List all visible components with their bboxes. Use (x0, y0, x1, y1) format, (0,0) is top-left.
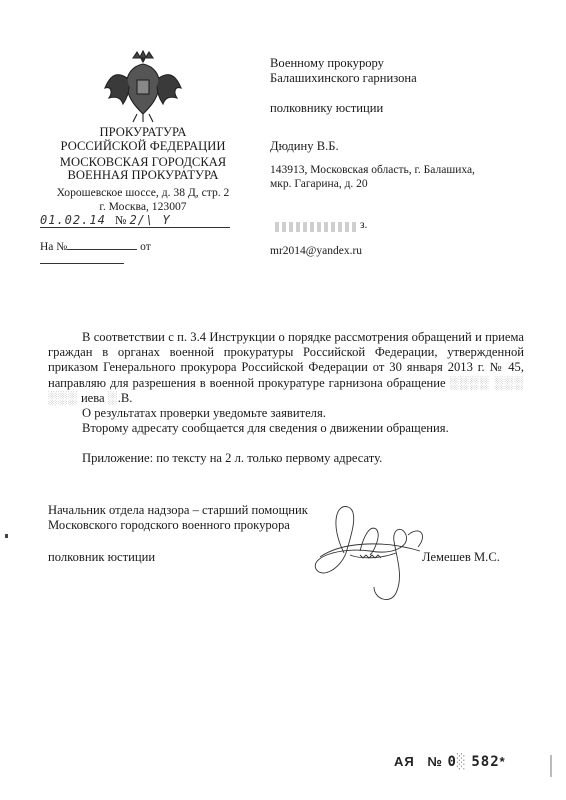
attachment-note: Приложение: по тексту на 2 л. только первому адресату. (82, 451, 383, 466)
sender-org-line: РОССИЙСКОЙ ФЕДЕРАЦИИ (60, 138, 226, 153)
recipient-address-line: 143913, Московская область, г. Балашиха, (270, 164, 475, 176)
serial-redacted: ░ (456, 754, 466, 770)
coat-of-arms-icon (103, 48, 183, 124)
serial-digit-visible: 0 (447, 754, 457, 770)
second-addressee-suffix: з. (360, 219, 368, 231)
handwritten-signature (300, 495, 450, 615)
registration-date: 01.02.14 (40, 213, 106, 227)
recipient-address-line: мкр. Гагарина, д. 20 (270, 178, 368, 190)
serial-series: АЯ (394, 754, 415, 769)
incoming-from-label: от (140, 241, 151, 253)
body-paragraph-partial: иева (80, 390, 105, 405)
serial-digits: 582 (471, 754, 500, 770)
sender-org-line: ПРОКУРАТУРА (99, 125, 187, 139)
body-paragraph-end: .В. (117, 390, 133, 405)
incoming-from-blank (40, 253, 124, 264)
incoming-no-label: На № (40, 241, 68, 253)
signatory-title-line: Московского городского военного прокурора (48, 518, 290, 532)
recipient-email: mr2014@yandex.ru (270, 245, 363, 257)
registration-underline (40, 227, 230, 228)
recipient-rank: полковнику юстиции (270, 101, 384, 115)
redacted-name (275, 222, 357, 232)
sender-block (40, 126, 246, 213)
registration-number: 2/\ Y (129, 213, 171, 227)
signatory-rank: полковник юстиции (48, 550, 156, 564)
registration-no-label: № (115, 213, 127, 227)
letter-body (48, 330, 524, 467)
paragraph-gap (48, 436, 524, 451)
sender-org-line: ВОЕННАЯ ПРОКУРАТУРА (67, 168, 219, 183)
redacted-initial: ░ (107, 390, 118, 405)
form-serial-number (394, 754, 506, 770)
sender-org-line: МОСКОВСКАЯ ГОРОДСКАЯ (59, 154, 227, 169)
sender-address-line: Хорошевское шоссе, д. 38 Д, стр. 2 (56, 186, 230, 200)
signatory-name: Лемешев М.С. (422, 550, 500, 564)
recipient-line: Балашихинского гарнизона (270, 71, 417, 85)
body-paragraph: Второму адресату сообщается для сведения о движении обращения. (82, 421, 449, 436)
scan-mark (5, 534, 8, 538)
body-paragraph (48, 330, 524, 406)
recipient-line: Военному прокурору (270, 56, 384, 70)
signatory-title-line: Начальник отдела надзора – старший помощник (48, 503, 308, 517)
incoming-reference-line (40, 239, 232, 267)
recipient-block (270, 56, 417, 86)
sender-address-line: г. Москва, 123007 (99, 199, 187, 213)
incoming-no-blank (67, 239, 137, 250)
recipient-address (270, 163, 475, 191)
serial-star: * (499, 754, 506, 769)
registration-line (40, 213, 232, 228)
redacted-name: ░░░░ ░░░ ░░░ (48, 375, 524, 405)
body-paragraph: О результатах проверки уведомьте заявителя. (82, 406, 326, 421)
scan-edge-mark (550, 755, 552, 777)
signatory-title (48, 503, 308, 533)
body-paragraph-text: В соответствии с п. 3.4 Инструкции о порядке рассмотрения обращений и приема граждан в органах военной прокуратуры Российской Федерации, утвержденной приказом Генерального прокурора Российской Федерации от 30 января 2013 г. № 45, направляю для разрешения в военной прокуратуре гарнизона обращение (48, 330, 524, 390)
serial-no-label: № (427, 754, 443, 769)
recipient-name: Дюдину В.Б. (270, 139, 339, 153)
